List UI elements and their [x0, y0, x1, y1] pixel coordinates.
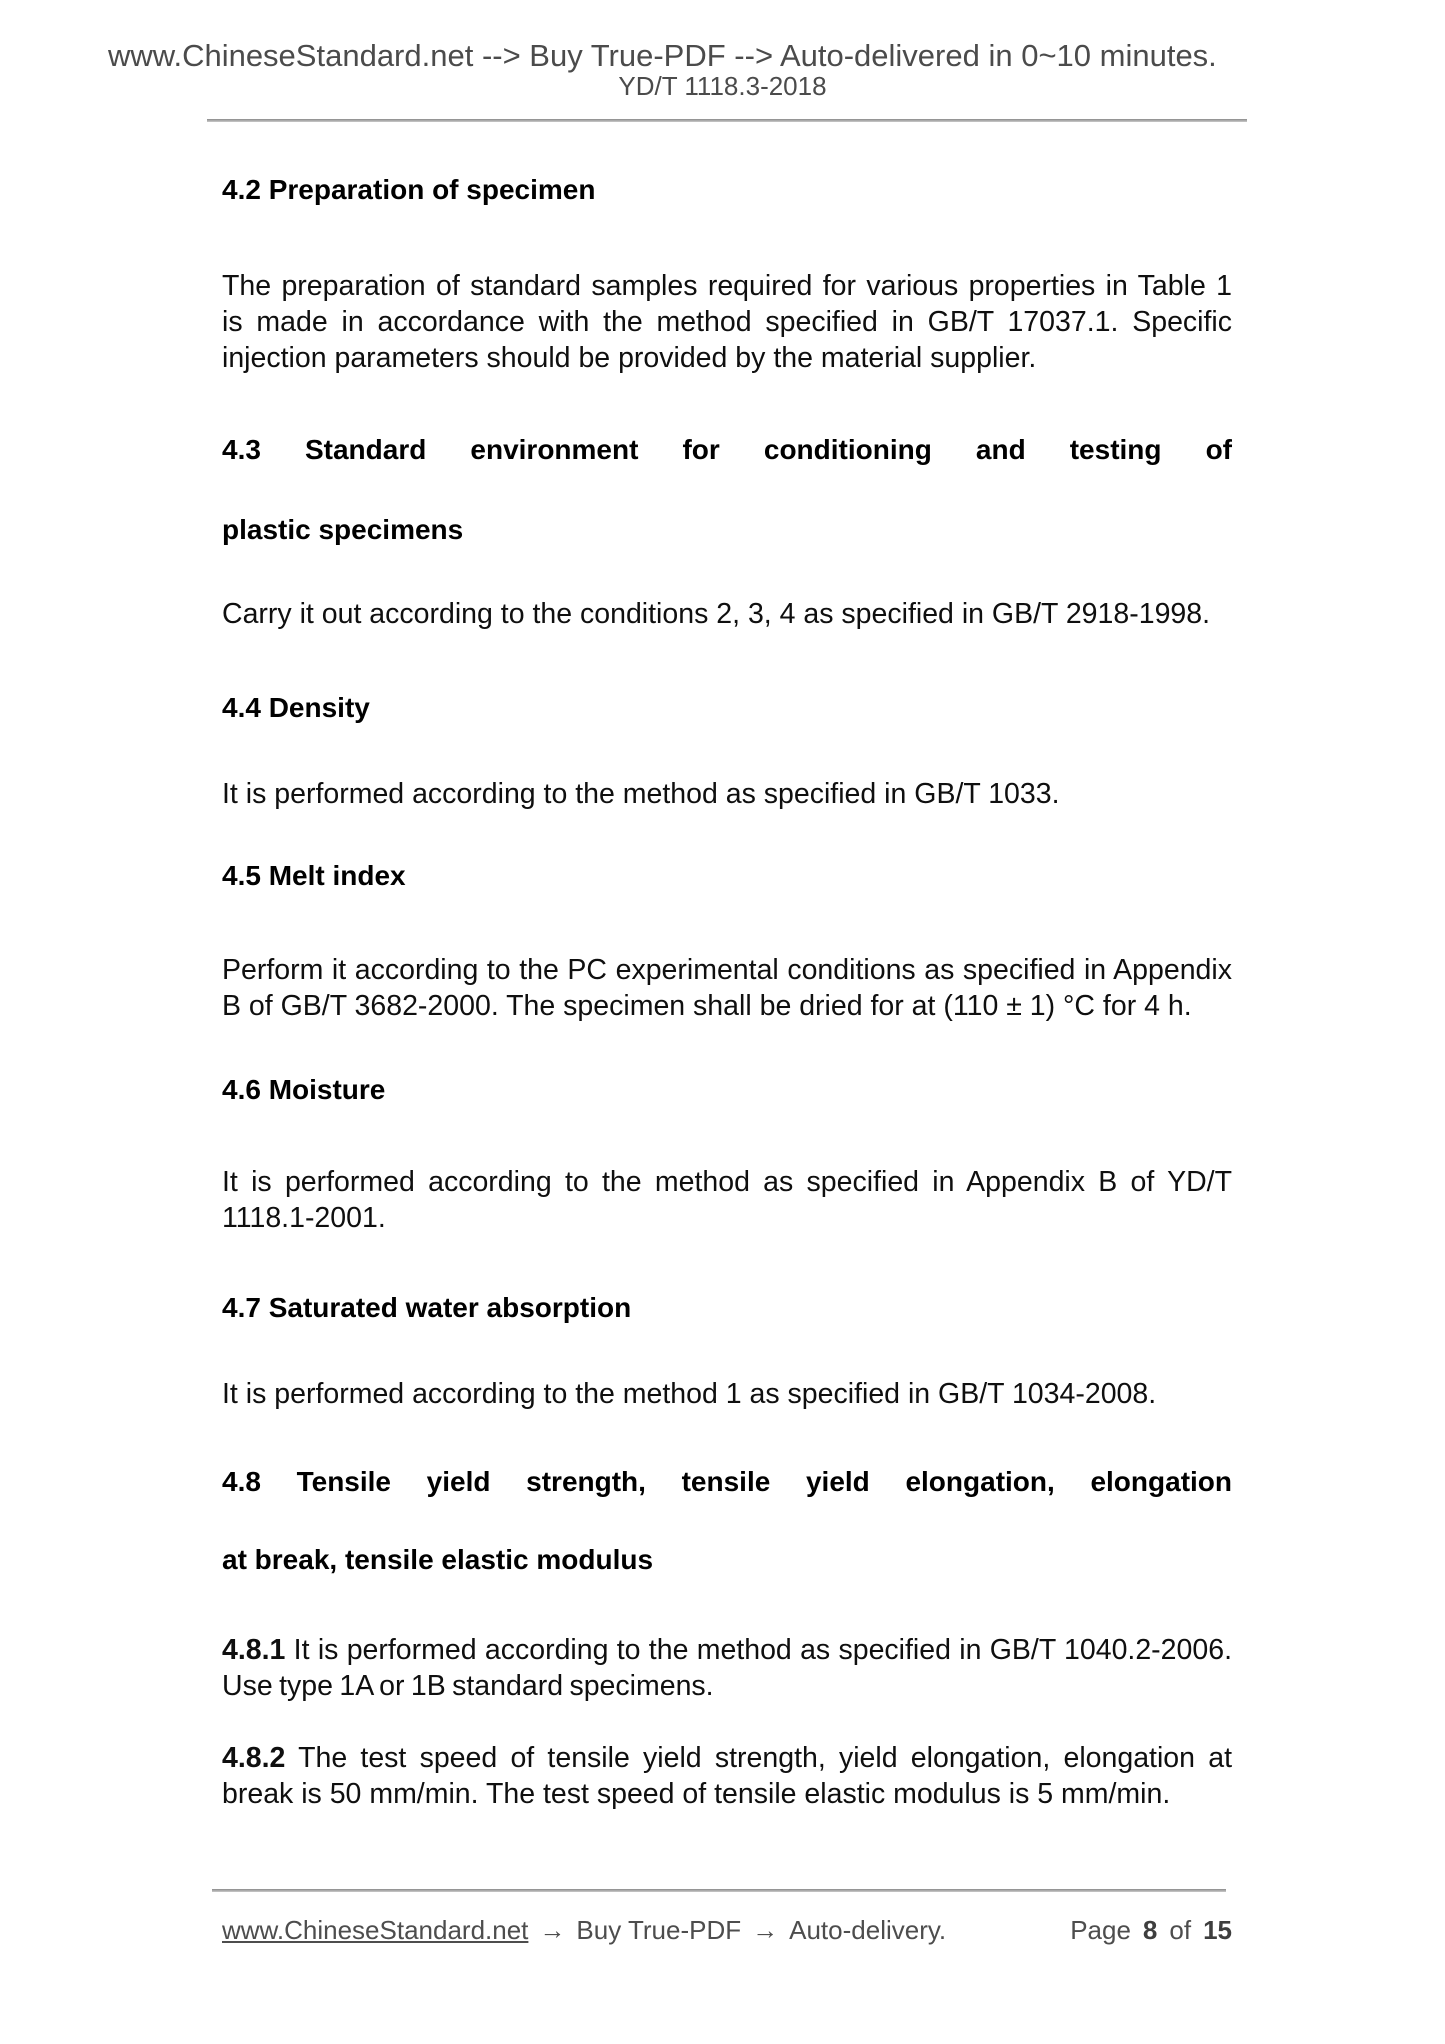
paragraph-text: Perform it according to the PC experimental conditions as specified in Appendix B of GB/T 3682-2000. The specimen shall be dried for at (110 ± 1) °C for 4 h.: [222, 954, 1232, 1022]
section-heading-line: 4.5 Melt index: [222, 860, 406, 891]
paragraph-text: Carry it out according to the conditions 2, 3, 4 as specified in GB/T 2918-1998.: [222, 598, 1211, 630]
paragraph: [222, 1632, 1232, 1704]
paragraph: [222, 596, 1232, 632]
paragraph: [222, 776, 1232, 812]
page-total: 15: [1203, 1915, 1232, 1945]
paragraph-text: It is performed according to the method as specified in Appendix B of YD/T 1118.1-2001.: [222, 1166, 1232, 1234]
paragraph-text: It is performed according to the method as specified in GB/T 1033.: [222, 778, 1060, 810]
footer-link[interactable]: www.ChineseStandard.net: [222, 1915, 529, 1945]
paragraph-text: It is performed according to the method as specified in GB/T 1040.2-2006. Use type 1A or 1B standard specimens.: [222, 1634, 1232, 1702]
paragraph-text: The test speed of tensile yield strength, yield elongation, elongation at break is 50 mm/min. The test speed of tensile elastic modulus is 5 mm/min.: [222, 1742, 1232, 1810]
footer-segment: Auto-delivery.: [789, 1915, 947, 1945]
page-indicator: [1070, 1914, 1232, 1946]
page-footer: [222, 1914, 1232, 1946]
footer-segment: Buy True-PDF: [576, 1915, 742, 1945]
section-heading-line: 4.6 Moisture: [222, 1074, 386, 1105]
page-label: Page: [1070, 1915, 1131, 1945]
footer-rule: [212, 1889, 1226, 1892]
clause-number: 4.8.1: [222, 1634, 286, 1666]
page-current: 8: [1142, 1915, 1158, 1945]
arrow-icon: →: [752, 1915, 779, 1945]
arrow-icon: →: [539, 1915, 566, 1945]
paragraph: [222, 1164, 1232, 1236]
section-heading-line: 4.8 Tensile yield strength, tensile yield elongation, elongation: [222, 1466, 1232, 1497]
footer-left: [222, 1914, 946, 1946]
paragraph: [222, 1376, 1232, 1412]
section-heading-line: 4.4 Density: [222, 692, 370, 723]
section-heading-line: 4.2 Preparation of specimen: [222, 174, 596, 205]
header-banner: www.ChineseStandard.net --> Buy True-PDF --> Auto-delivered in 0~10 minutes.: [108, 38, 1217, 73]
paragraph-text: The preparation of standard samples required for various properties in Table 1 is made in accordance with the method specified in GB/T 17037.1. Specific injection parameters should be provided by the material supplier.: [222, 270, 1232, 374]
clause-number: 4.8.2: [222, 1742, 286, 1774]
paragraph-text: It is performed according to the method 1 as specified in GB/T 1034-2008.: [222, 1378, 1157, 1410]
page-of: of: [1169, 1915, 1192, 1945]
section-heading-line: 4.7 Saturated water absorption: [222, 1292, 632, 1323]
header-doc-number: YD/T 1118.3-2018: [618, 71, 827, 101]
section-heading-line: at break, tensile elastic modulus: [222, 1544, 654, 1575]
paragraph: [222, 1740, 1232, 1812]
paragraph: [222, 952, 1232, 1024]
paragraph: [222, 268, 1232, 376]
section-heading-line: 4.3 Standard environment for conditioning and testing of: [222, 434, 1232, 465]
document-body: [222, 0, 1232, 1812]
section-heading-line: plastic specimens: [222, 514, 464, 545]
